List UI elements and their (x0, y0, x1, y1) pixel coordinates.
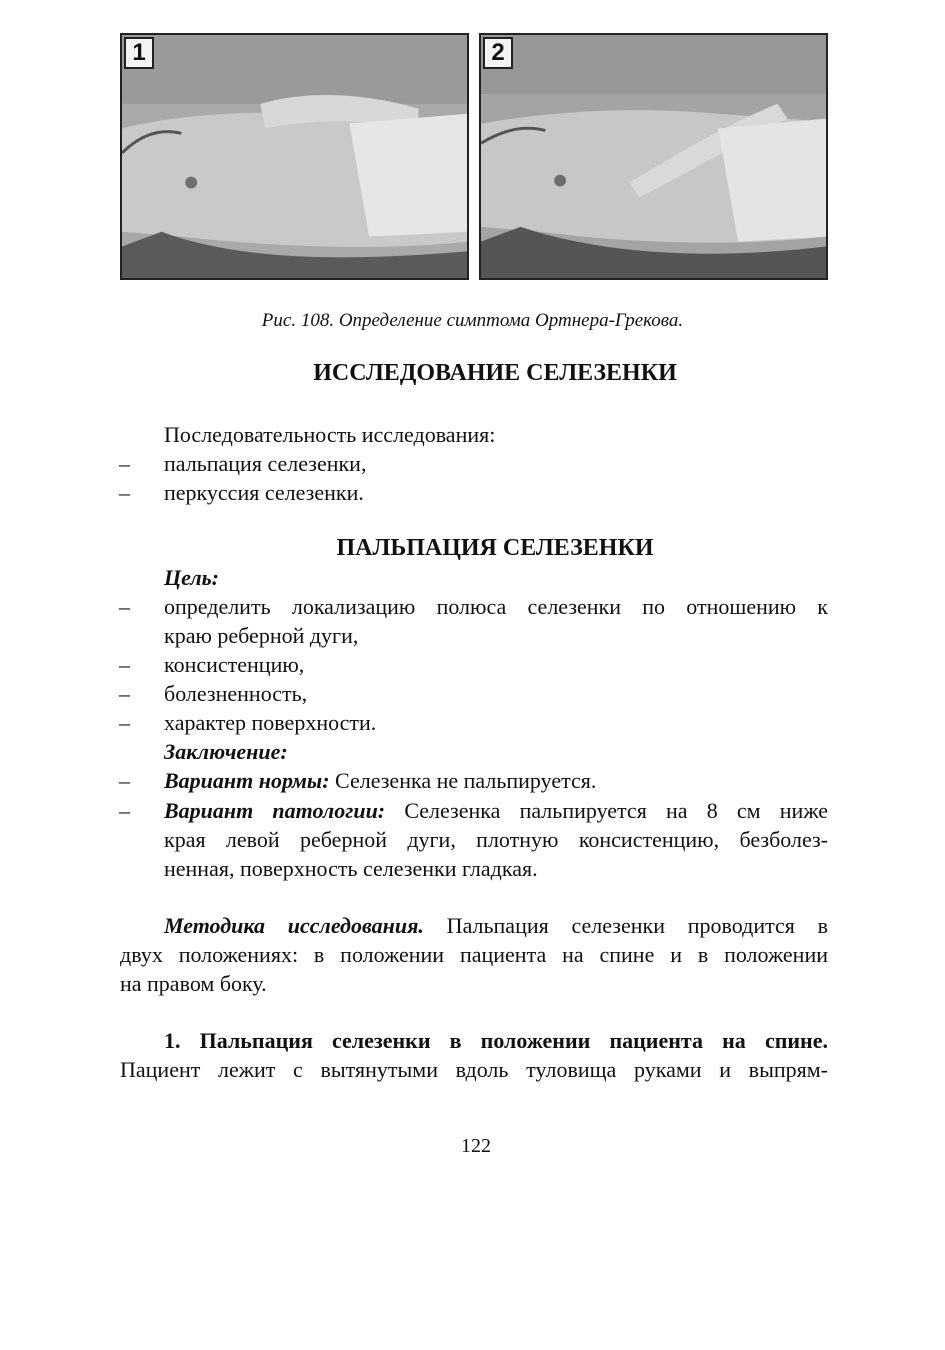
figure-photo-2 (479, 33, 828, 280)
method-label: Методика исследования. (164, 913, 424, 938)
photo-1-number: 1 (124, 37, 154, 69)
pathology-text-line: края левой реберной дуги, плотную консистенцию, безболез- (164, 827, 828, 852)
figure-caption: Рис. 108. Определение симптома Ортнера-Грекова. (261, 310, 684, 331)
list-dash: – (119, 480, 130, 505)
method-text: Пальпация селезенки проводится в (423, 913, 829, 938)
pathology-text: Селезенка пальпируется на 8 см ниже (385, 798, 828, 823)
method-text-line: двух положениях: в положении пациента на спине и в положении (120, 942, 828, 967)
page-number: 122 (461, 1135, 491, 1157)
list-item: пальпация селезенки, (164, 451, 367, 476)
section-title: ИССЛЕДОВАНИЕ СЕЛЕЗЕНКИ (313, 360, 677, 386)
step1-text-line: Пациент лежит с вытянутыми вдоль туловища руками и выпрям- (120, 1057, 828, 1082)
list-item: характер поверхности. (164, 710, 377, 735)
figure-photo-1 (120, 33, 469, 280)
list-dash: – (119, 710, 130, 735)
photo-1-image (122, 35, 467, 278)
pathology-variant (164, 796, 828, 825)
list-dash: – (119, 451, 130, 476)
goal-label: Цель: (164, 565, 219, 590)
pathology-text-line: ненная, поверхность селезенки гладкая. (164, 856, 538, 881)
list-item: болезненность, (164, 681, 308, 706)
norm-variant (164, 766, 596, 795)
list-dash: – (119, 798, 130, 823)
step1-title: 1. Пальпация селезенки в положении пациента на спине. (164, 1028, 828, 1053)
list-item: консистенцию, (164, 652, 305, 677)
photo-2-image (481, 35, 826, 278)
photo-2-number: 2 (483, 37, 513, 69)
method-text-line: на правом боку. (120, 971, 267, 996)
sequence-intro: Последовательность исследования: (164, 422, 496, 447)
conclusion-label: Заключение: (164, 739, 288, 764)
list-item: определить локализацию полюса селезенки по отношению к (164, 594, 828, 619)
list-item-continuation: краю реберной дуги, (164, 623, 359, 648)
norm-text: Селезенка не пальпируется. (329, 768, 597, 793)
norm-label: Вариант нормы: (164, 768, 330, 793)
list-dash: – (119, 768, 130, 793)
method-paragraph (164, 911, 828, 940)
list-dash: – (119, 594, 130, 619)
pathology-label: Вариант патологии: (164, 798, 386, 823)
list-dash: – (119, 652, 130, 677)
list-item: перкуссия селезенки. (164, 480, 364, 505)
palpation-title: ПАЛЬПАЦИЯ СЕЛЕЗЕНКИ (336, 535, 654, 561)
list-dash: – (119, 681, 130, 706)
